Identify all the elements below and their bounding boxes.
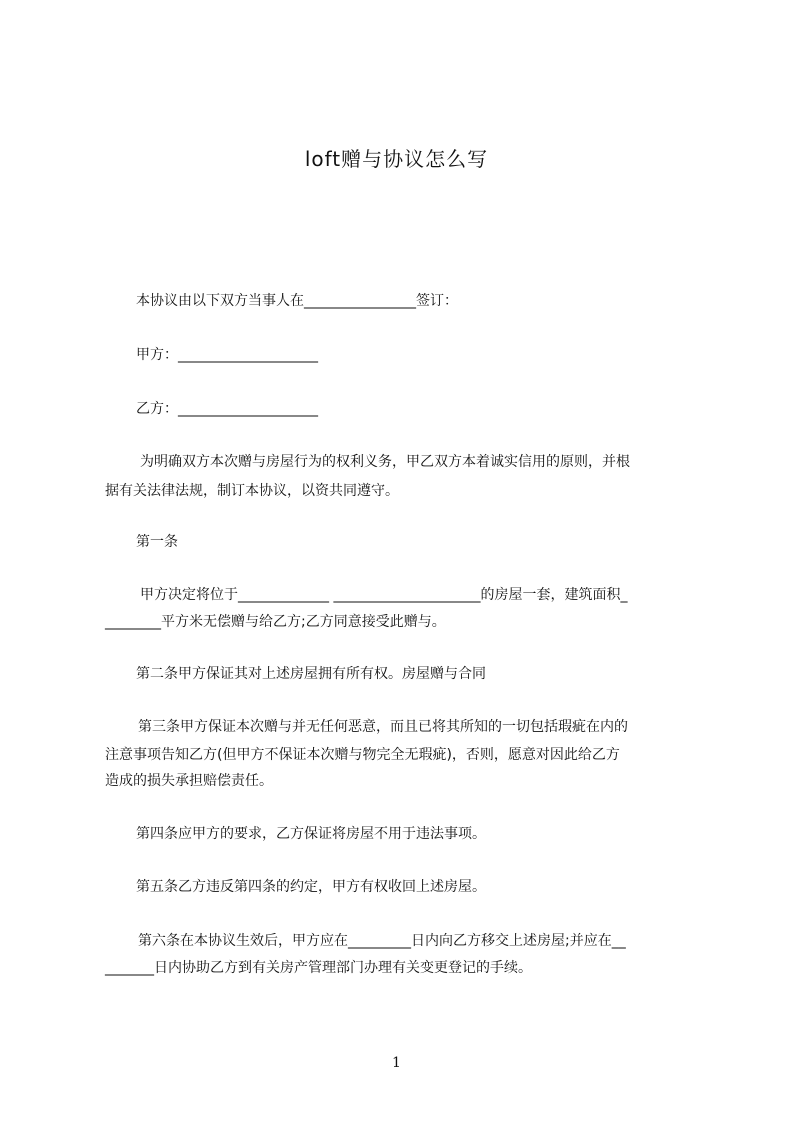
article-1-heading: 第一条: [136, 534, 178, 550]
article-4-line: 第四条应甲方的要求，乙方保证将房屋不用于违法事项。: [136, 826, 486, 842]
article-1-line-2: ________平方米无偿赠与给乙方;乙方同意接受此赠与。: [105, 614, 446, 630]
intro-line: 本协议由以下双方当事人在________________签订：: [136, 293, 458, 309]
article-6-line-1: 第六条在本协议生效后，甲方应在_________日内向乙方移交上述房屋;并应在__: [138, 933, 626, 949]
article-3-line-3: 造成的损失承担赔偿责任。: [105, 773, 273, 789]
page-number: 1: [392, 1055, 401, 1071]
party-b-line: 乙方：____________________: [136, 401, 318, 417]
article-3-line-2: 注意事项告知乙方(但甲方不保证本次赠与物完全无瑕疵)，否则，愿意对因此给乙方: [105, 747, 620, 763]
article-1-line-1: 甲方决定将位于_____________ _____________________的房屋一套，建筑面积_: [140, 587, 628, 603]
article-2-line: 第二条甲方保证其对上述房屋拥有所有权。房屋赠与合同: [136, 666, 486, 682]
document-title: loft赠与协议怎么写: [304, 147, 489, 171]
purpose-line-1: 为明确双方本次赠与房屋行为的权利义务，甲乙双方本着诚实信用的原则，并根: [140, 454, 630, 470]
article-6-line-2: _______日内协助乙方到有关房产管理部门办理有关变更登记的手续。: [105, 960, 532, 976]
party-a-line: 甲方：____________________: [136, 347, 318, 363]
article-5-line: 第五条乙方违反第四条的约定，甲方有权收回上述房屋。: [136, 879, 486, 895]
purpose-line-2: 据有关法律法规，制订本协议，以资共同遵守。: [105, 483, 399, 499]
article-3-line-1: 第三条甲方保证本次赠与并无任何恶意，而且已将其所知的一切包括瑕疵在内的: [138, 719, 628, 735]
